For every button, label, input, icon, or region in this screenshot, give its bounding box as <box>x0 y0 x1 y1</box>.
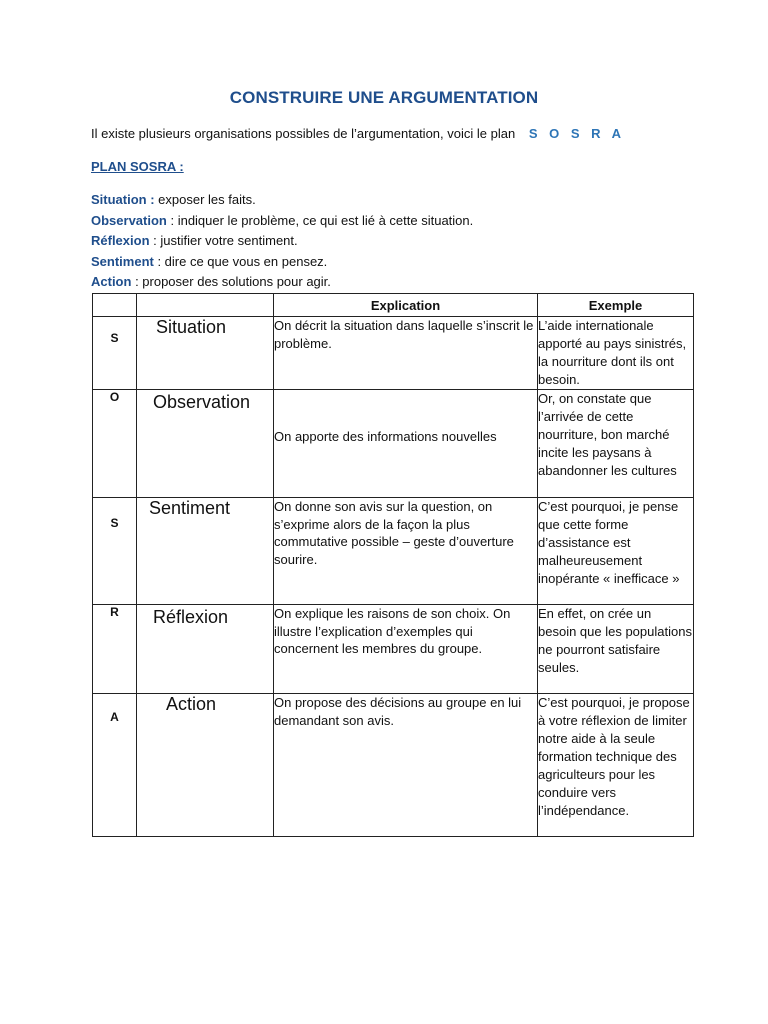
row-exemple: En effet, on crée un besoin que les populations ne pourront satisfaire seules. <box>538 605 694 694</box>
row-step: Observation <box>137 390 274 498</box>
table-row <box>93 694 694 837</box>
definition-text: exposer les faits. <box>154 192 256 207</box>
intro-line <box>91 126 625 141</box>
table-row <box>93 317 694 390</box>
page-title: CONSTRUIRE UNE ARGUMENTATION <box>229 88 539 107</box>
table-header-row <box>93 294 694 317</box>
definitions-list <box>91 190 473 293</box>
row-explication: On décrit la situation dans laquelle s’inscrit le problème. <box>274 317 538 390</box>
definition-term: Situation : <box>91 192 155 207</box>
row-step: Sentiment <box>137 498 274 605</box>
table-row <box>93 390 694 498</box>
row-exemple: C’est pourquoi, je propose à votre réflexion de limiter notre aide à la seule formation technique des agriculteurs pour les conduire vers l’indépendance. <box>538 694 694 837</box>
row-letter: O <box>93 390 137 498</box>
row-step: Action <box>137 694 274 837</box>
definition-observation <box>91 211 473 232</box>
row-explication: On donne son avis sur la question, on s’exprime alors de la façon la plus commutative possible – geste d’ouverture sourire. <box>274 498 538 605</box>
sosra-table <box>92 293 694 837</box>
definition-sentiment <box>91 252 473 273</box>
definition-term: Action <box>91 274 132 289</box>
definition-term: Observation <box>91 212 167 228</box>
definition-term: Sentiment <box>91 253 154 269</box>
row-exemple: Or, on constate que l’arrivée de cette nourriture, bon marché incite les paysans à abandonner les cultures <box>538 390 694 498</box>
header-letter <box>93 294 137 317</box>
row-exemple: C’est pourquoi, je pense que cette forme d’assistance est malheureusement inopérante « inefficace » <box>538 498 694 605</box>
row-explication: On explique les raisons de son choix. On illustre l’explication d’exemples qui concernent les membres du groupe. <box>274 605 538 694</box>
intro-sosra-highlight: S O S R A <box>528 126 626 141</box>
definition-text: : justifier votre sentiment. <box>149 233 298 248</box>
row-step: Réflexion <box>137 605 274 694</box>
definition-text: : dire ce que vous en pensez. <box>153 253 328 269</box>
row-letter: S <box>93 498 137 605</box>
header-exemple: Exemple <box>538 294 694 317</box>
row-explication: On apporte des informations nouvelles <box>274 390 538 498</box>
plan-title: PLAN SOSRA : <box>91 159 184 174</box>
row-letter: A <box>93 694 137 837</box>
row-exemple: L’aide internationale apporté au pays sinistrés, la nourriture dont ils ont besoin. <box>538 317 694 390</box>
row-letter: S <box>93 317 137 390</box>
definition-text: : proposer des solutions pour agir. <box>131 274 331 289</box>
table-row <box>93 605 694 694</box>
definition-situation <box>91 190 473 211</box>
row-explication: On propose des décisions au groupe en lui demandant son avis. <box>274 694 538 837</box>
header-explication: Explication <box>274 294 538 317</box>
row-letter: R <box>93 605 137 694</box>
table-row <box>93 498 694 605</box>
definition-reflexion <box>91 231 473 252</box>
definition-action <box>91 272 473 293</box>
row-step: Situation <box>137 317 274 390</box>
header-step <box>137 294 274 317</box>
intro-text: Il existe plusieurs organisations possibles de l’argumentation, voici le plan <box>91 126 516 141</box>
definition-text: : indiquer le problème, ce qui est lié à cette situation. <box>166 212 474 228</box>
definition-term: Réflexion <box>91 233 150 248</box>
